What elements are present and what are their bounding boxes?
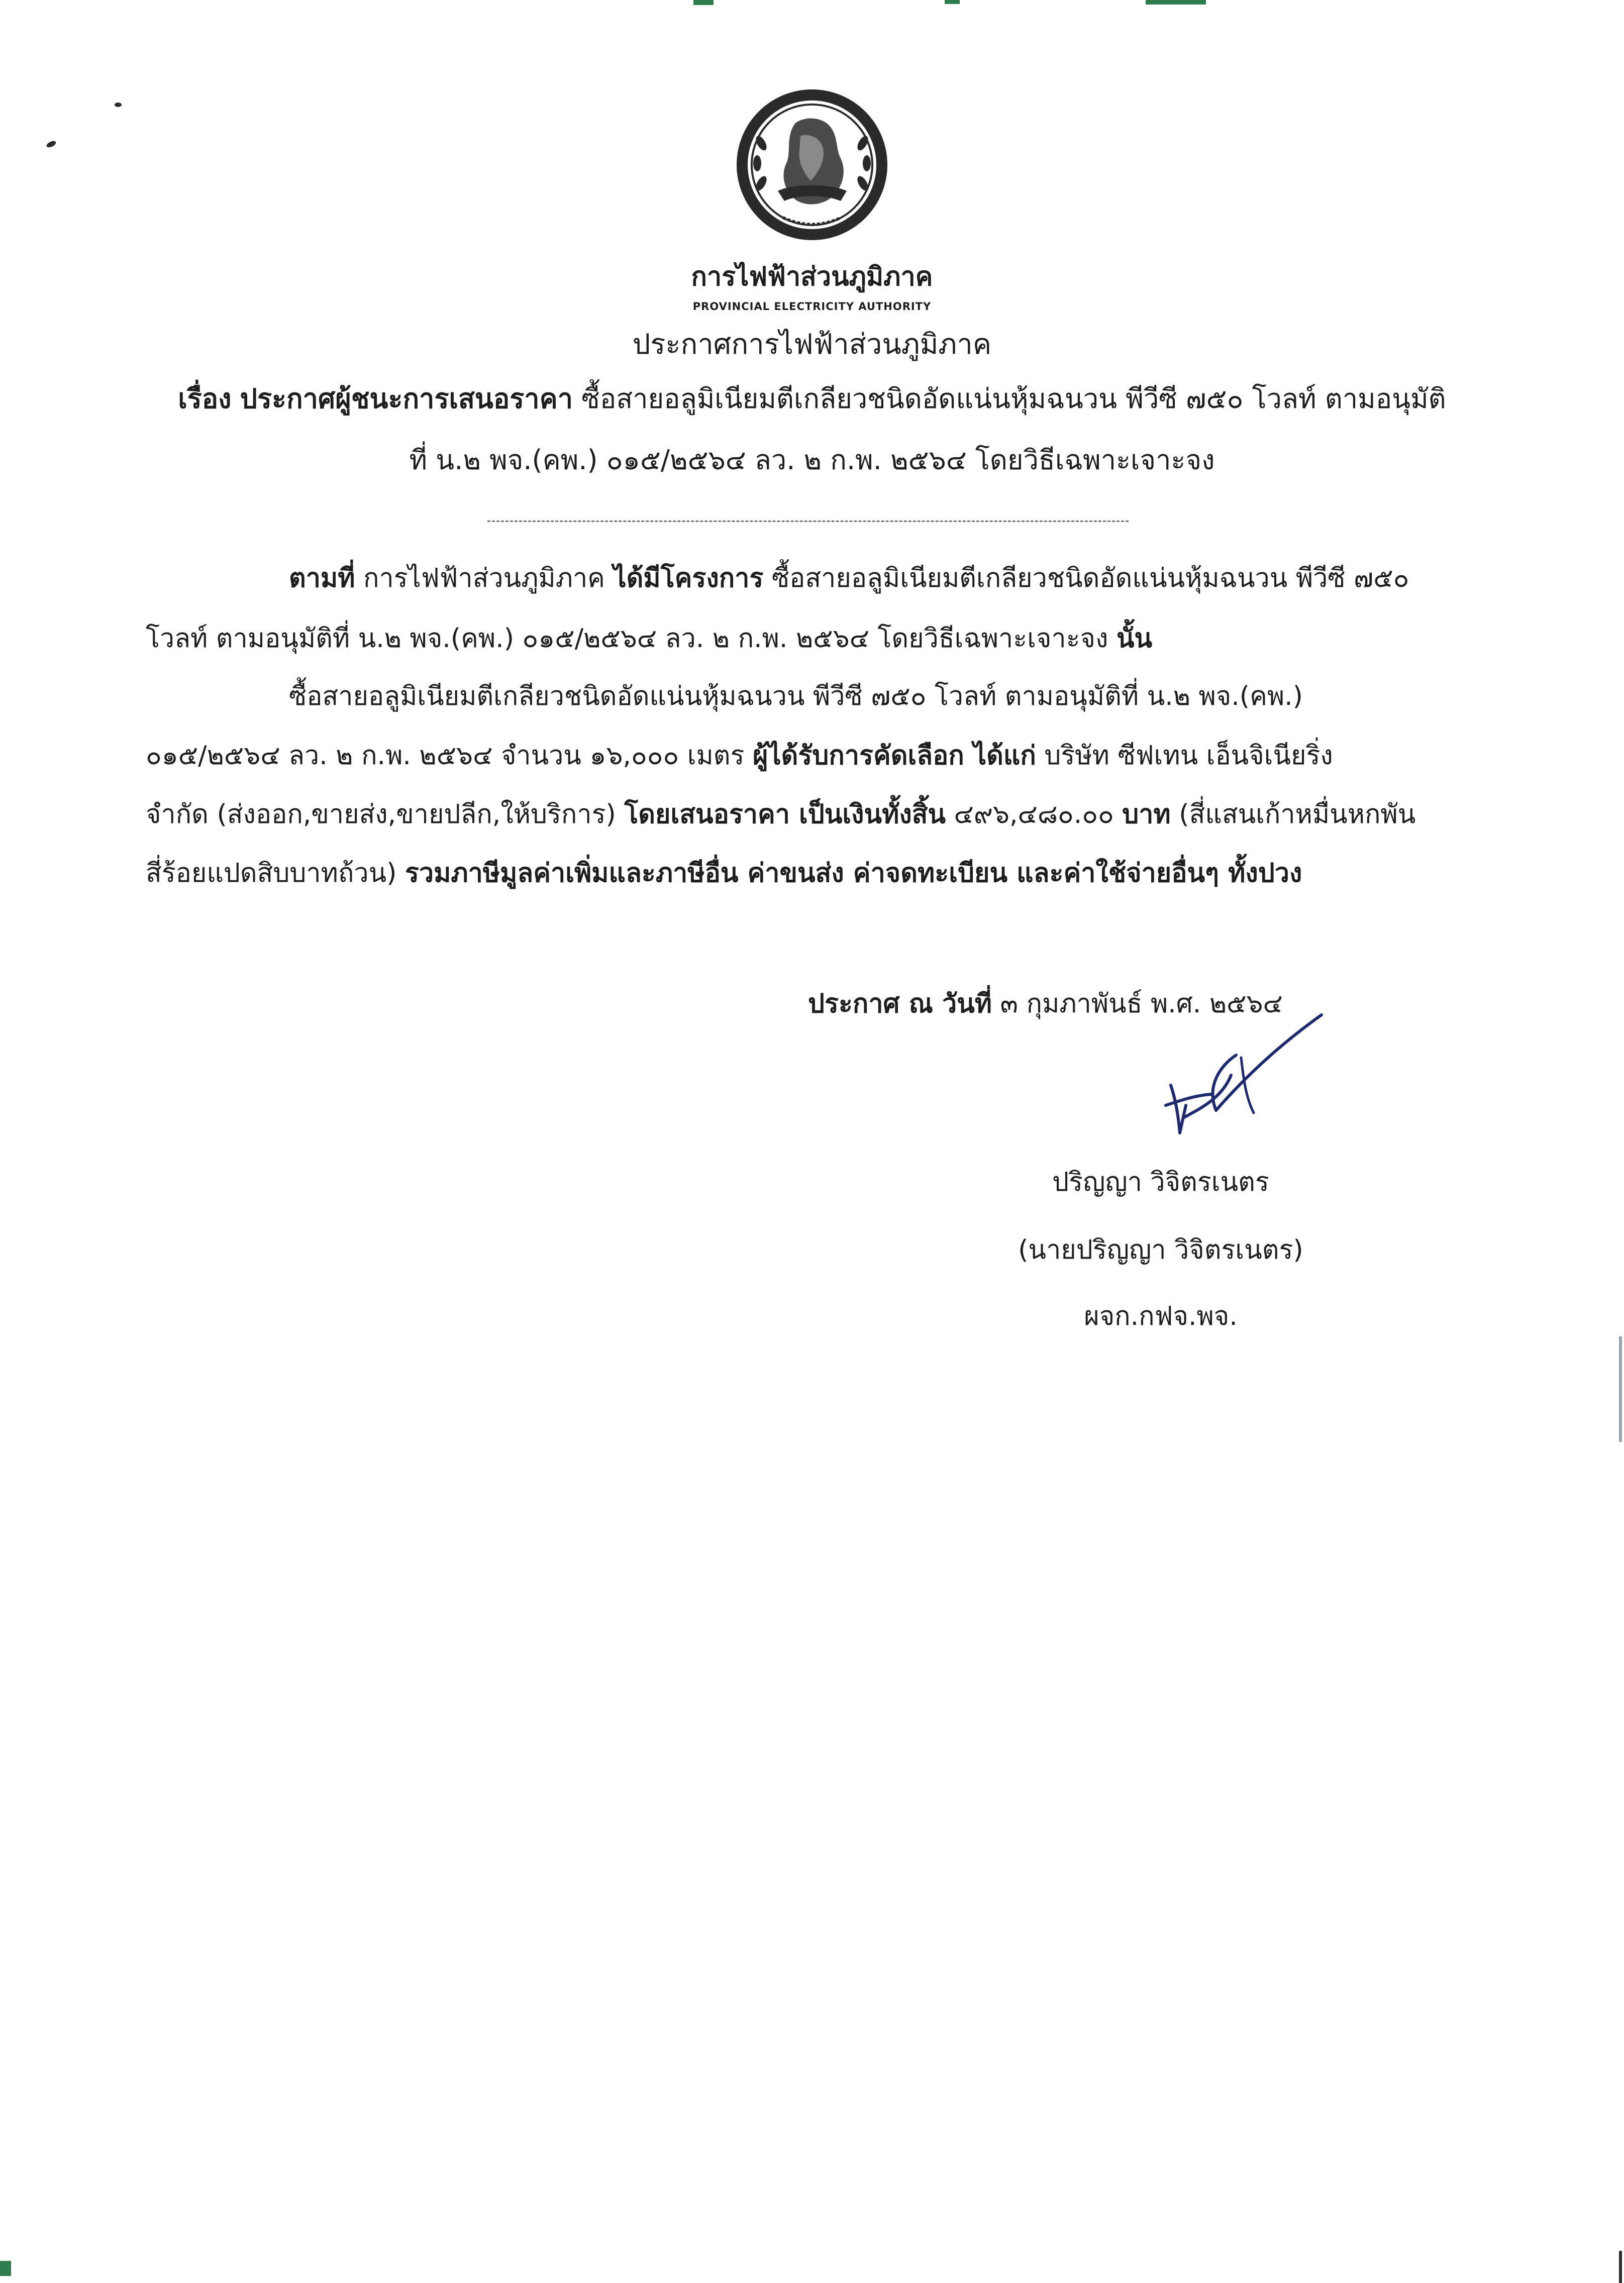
body-text: บาท (1122, 799, 1171, 829)
signature-icon (1136, 1010, 1327, 1140)
org-name-thai: การไฟฟ้าส่วนภูมิภาค (691, 262, 933, 292)
signer-position: ผจก.กฟจ.พจ. (1084, 1301, 1238, 1331)
body-line-5 (146, 801, 1415, 827)
announcement-title: ประกาศการไฟฟ้าส่วนภูมิภาค (632, 328, 992, 361)
body-text: (สี่แสนเก้าหมื่นหกพัน (1170, 799, 1416, 829)
body-text: ๐๑๕/๒๕๖๔ ลว. ๒ ก.พ. ๒๕๖๔ จำนวน ๑๖,๐๐๐ เมตร (146, 741, 753, 771)
body-text: โวลท์ ตามอนุมัติที่ น.๒ พจ.(คพ.) ๐๑๕/๒๕๖๔ ลว. ๒ ก.พ. ๒๕๖๔ โดยวิธีเฉพาะเจาะจง (146, 624, 1116, 654)
date-value: ๓ กุมภาพันธ์ พ.ศ. ๒๕๖๔ (992, 989, 1283, 1019)
subject-text: ซื้อสายอลูมิเนียมตีเกลียวชนิดอัดแน่นหุ้มฉนวน พีวีซี ๗๕๐ โวลท์ ตามอนุมัติ (573, 383, 1446, 414)
scan-speck (115, 102, 122, 107)
body-text: จำกัด (ส่งออก,ขายส่ง,ขายปลีก,ให้บริการ) (146, 799, 625, 829)
scan-edge-mark (0, 2261, 11, 2276)
body-text: ตามที่ (289, 563, 355, 593)
pea-emblem-icon (735, 88, 889, 242)
body-text: บริษัท ซีฟเทน เอ็นจิเนียริ่ง (1036, 741, 1333, 771)
top-edge-mark-icon (693, 0, 1226, 6)
body-text: โดยเสนอราคา เป็นเงินทั้งสิ้น (624, 799, 946, 829)
body-line-2 (146, 626, 1152, 652)
body-text: รวมภาษีมูลค่าเพิ่มและภาษีอื่น ค่าขนส่ง ค่าจดทะเบียน และค่าใช้จ่ายอื่นๆ ทั้งปวง (404, 858, 1302, 888)
subject-heading: ประกาศผู้ชนะการเสนอราคา (240, 383, 573, 414)
body-line-6 (146, 860, 1302, 886)
subject-label: เรื่อง (178, 383, 232, 414)
divider (487, 521, 1129, 522)
body-line-3 (289, 683, 1303, 709)
org-name-english: PROVINCIAL ELECTRICITY AUTHORITY (692, 300, 932, 313)
date-label: ประกาศ ณ วันที่ (808, 989, 992, 1019)
body-text: ผู้ได้รับการคัดเลือก ได้แก่ (753, 741, 1036, 771)
body-line-1 (289, 565, 1409, 591)
signer-full-name: (นายปริญญา วิจิตรเนตร) (1018, 1235, 1303, 1265)
signer-name: ปริญญา วิจิตรเนตร (1052, 1167, 1269, 1197)
body-text: ๔๙๖,๔๘๐.๐๐ (946, 799, 1123, 829)
body-text: นั้น (1116, 624, 1153, 654)
subject-line-1 (0, 377, 1624, 420)
scan-speck (46, 140, 57, 149)
body-text: ซื้อสายอลูมิเนียมตีเกลียวชนิดอัดแน่นหุ้มฉนวน พีวีซี ๗๕๐ โวลท์ ตามอนุมัติที่ น.๒ พจ.(คพ.) (289, 681, 1303, 711)
subject-line-2 (0, 438, 1624, 481)
body-line-4 (146, 743, 1333, 769)
scan-edge-mark (1619, 2251, 1622, 2283)
body-text: การไฟฟ้าส่วนภูมิภาค (355, 563, 614, 593)
body-text: ได้มีโครงการ (613, 563, 764, 593)
scan-edge-mark (1619, 1336, 1622, 1442)
subject-text: ที่ น.๒ พจ.(คพ.) ๐๑๕/๒๕๖๔ ลว. ๒ ก.พ. ๒๕๖๔ โดยวิธีเฉพาะเจาะจง (409, 444, 1215, 476)
body-text: ซื้อสายอลูมิเนียมตีเกลียวชนิดอัดแน่นหุ้มฉนวน พีวีซี ๗๕๐ (763, 563, 1409, 593)
body-text: สี่ร้อยแปดสิบบาทถ้วน) (146, 858, 405, 888)
